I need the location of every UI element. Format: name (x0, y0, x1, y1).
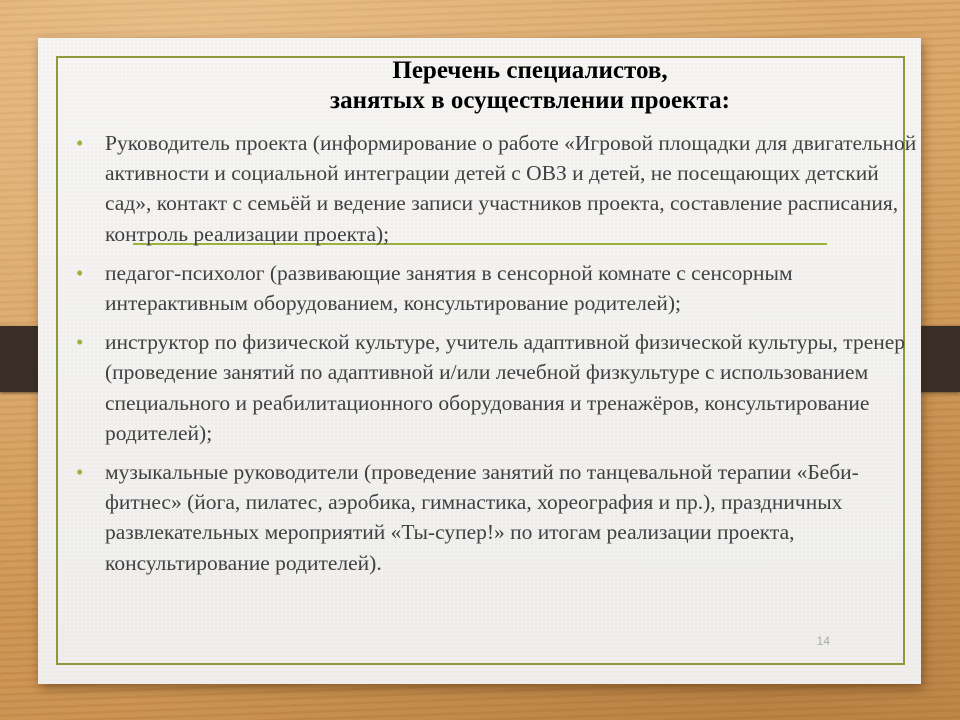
specialist-item-psychologist (72, 258, 920, 318)
specialists-list (72, 128, 920, 578)
specialist-item-pe-instructor (72, 327, 920, 448)
bullet-dot-icon: • (76, 460, 84, 485)
bullet-dot-icon: • (76, 131, 84, 155)
specialist-item-text: Руководитель проекта (информирование о работе «Игровой площадки для двигательной активности и социальной интеграции детей с ОВЗ и детей, не посещающих детский сад», контакт с семьёй и ведение записи участников проекта, составление расписания, контроль реализации проекта); (105, 131, 917, 246)
specialist-item-text: педагог-психолог (развивающие занятия в сенсорной комнате с сенсорным интерактивным оборудованием, консультирование родителей); (105, 260, 793, 316)
bullet-dot-icon: • (76, 260, 84, 285)
specialist-item-project-manager (72, 128, 920, 249)
specialist-item-music-directors (72, 457, 920, 578)
specialist-item-text: инструктор по физической культуре, учитель адаптивной физической культуры, тренер (проведение занятий по адаптивной и/или лечебной физкультуре с использованием специального и реабилитационного оборудования и тренажёров, консультирование родителей); (105, 330, 906, 445)
slide-title-line-2: занятых в осуществлении проекта: (330, 87, 730, 114)
bullet-dot-icon: • (76, 330, 84, 355)
slide-title-line-1: Перечень специалистов, (392, 57, 668, 84)
specialist-item-text: музыкальные руководители (проведение занятий по танцевальной терапии «Беби-фитнес» (йога, пилатес, аэробика, гимнастика, хореография и пр.), праздничных развлекательных мероприятий «Ты-супер!» по итогам реализации проекта, консультирование родителей). (105, 460, 859, 575)
page-number: 14 (816, 634, 830, 648)
